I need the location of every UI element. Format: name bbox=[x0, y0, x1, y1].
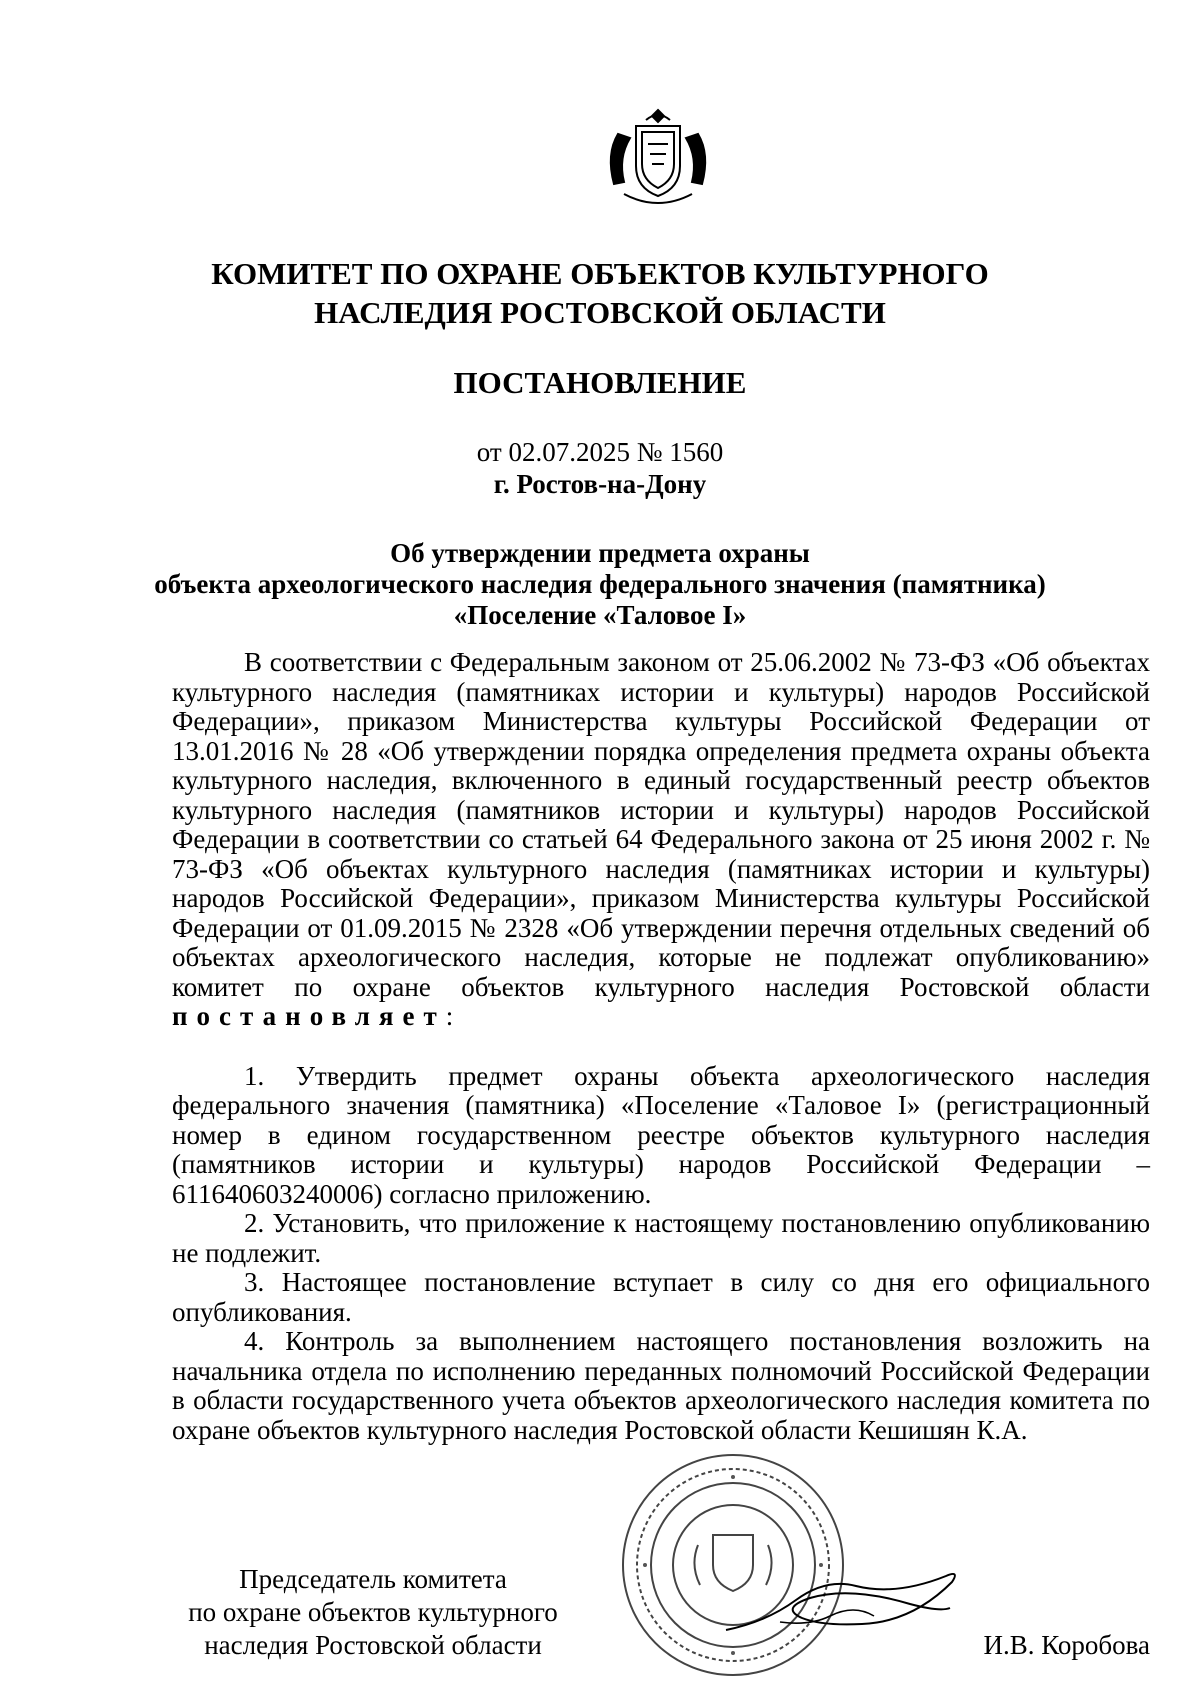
signatory-name: И.В. Коробова bbox=[983, 1630, 1150, 1660]
list-item-3: 3. Настоящее постановление вступает в силу со дня его официального опубликования. bbox=[172, 1267, 1150, 1327]
org-line-1: КОМИТЕТ ПО ОХРАНЕ ОБЪЕКТОВ КУЛЬТУРНОГО bbox=[211, 256, 989, 291]
preamble-colon: : bbox=[445, 1001, 454, 1031]
position-line-3: наследия Ростовской области bbox=[204, 1630, 542, 1660]
decree-word: постановляет bbox=[172, 1001, 446, 1031]
list-item-1: 1. Утвердить предмет охраны объекта археологического наследия федерального значения (памятника) «Поселение «Таловое I» (регистрационный номер в едином государственном реестре объектов культурного наследия (памятников истории и культуры) народов Российской Федерации – 611640603240006) согласно приложению. bbox=[172, 1060, 1150, 1209]
title-line-1: Об утверждении предмета охраны bbox=[390, 538, 810, 568]
position-line-2: по охране объектов культурного bbox=[188, 1597, 558, 1627]
title-line-3: «Поселение «Таловое I» bbox=[453, 600, 747, 630]
signatory-position bbox=[168, 1563, 578, 1662]
preamble-text: В соответствии с Федеральным законом от 25.06.2002 № 73-ФЗ «Об объектах культурного наследия (памятниках истории и культуры) народов Российской Федерации», приказом Министерства культуры Российской Федерации от 13.01.2016 № 28 «Об утверждении порядка определения предмета охраны объекта культурного наследия, включенного в единый государственный реестр объектов культурного наследия (памятников истории и культуры) народов Российской Федерации в соответствии со статьей 64 Федерального закона от 25 июня 2002 г. № 73-ФЗ «Об объектах культурного наследия (памятниках истории и культуры) народов Российской Федерации», приказом Министерства культуры Российской Федерации от 01.09.2015 № 2328 «Об утверждении перечня отдельных сведений об объектах археологического наследия, которые не подлежат опубликованию» комитет по охране объектов культурного наследия Ростовской области bbox=[172, 647, 1150, 1002]
document-title bbox=[150, 538, 1050, 631]
handwritten-signature-icon bbox=[720, 1560, 960, 1660]
document-date-number: от 02.07.2025 № 1560 bbox=[476, 437, 724, 467]
org-line-2: НАСЛЕДИЯ РОСТОВСКОЙ ОБЛАСТИ bbox=[314, 295, 886, 330]
list-item-4: 4. Контроль за выполнением настоящего постановления возложить на начальника отдела по исполнению переданных полномочий Российской Федерации в области государственного учета объектов археологического наследия комитета по охране объектов культурного наследия Ростовской области Кешишян К.А. bbox=[172, 1326, 1150, 1445]
position-line-1: Председатель комитета bbox=[239, 1564, 507, 1594]
document-body bbox=[172, 648, 1150, 1445]
title-line-2: объекта археологического наследия федерального значения (памятника) bbox=[154, 569, 1046, 599]
coat-of-arms-icon bbox=[598, 104, 718, 216]
document-city: г. Ростов-на-Дону bbox=[493, 469, 707, 499]
document-type: ПОСТАНОВЛЕНИЕ bbox=[453, 365, 747, 400]
preamble-paragraph bbox=[172, 648, 1150, 1032]
organization-name bbox=[150, 254, 1050, 332]
list-item-2: 2. Установить, что приложение к настоящему постановлению опубликованию не подлежит. bbox=[172, 1208, 1150, 1268]
